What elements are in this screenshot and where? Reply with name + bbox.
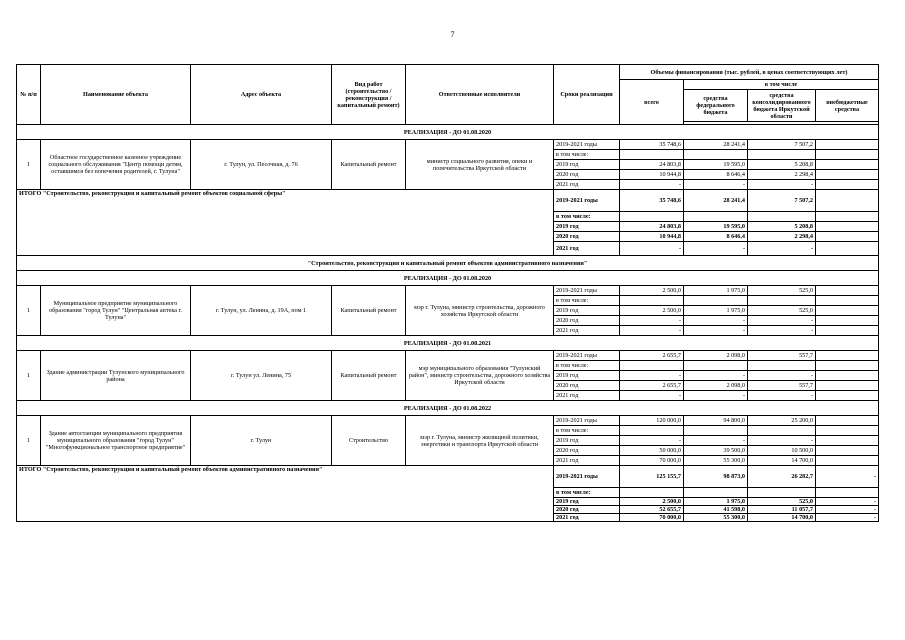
value-total: 10 944,8 (620, 232, 684, 242)
value-total: 24 803,8 (620, 222, 684, 232)
header-consolidated: средства консолидированного бюджета Иркутской области (748, 90, 816, 122)
section-title: РЕАЛИЗАЦИЯ - ДО 01.08.2021 (17, 336, 879, 351)
object-executors: мэр муниципального образования "Тулунский район", министр строительства, дорожного хозяйства Иркутской области (406, 351, 554, 401)
value-total: 24 803,8 (620, 160, 684, 170)
value-total: 52 655,7 (620, 506, 684, 514)
value-total: 2 655,7 (620, 381, 684, 391)
value-federal: 1 975,0 (684, 306, 748, 316)
value-extra (816, 416, 879, 426)
object-name: Здание администрации Тулунского муниципального района (41, 351, 191, 401)
header-funding: Объемы финансирования (тыс. рублей, в ценах соответствующих лет) (620, 65, 879, 80)
value-consolidated: - (748, 242, 816, 256)
value-consolidated: - (748, 316, 816, 326)
header-total: всего (620, 80, 684, 125)
value-extra (816, 150, 879, 160)
period-cell: 2019 год (554, 306, 620, 316)
value-federal: 8 646,4 (684, 232, 748, 242)
object-address: г. Тулун, ул. Ленина, д. 19А, пом 1 (191, 286, 332, 336)
value-extra (816, 436, 879, 446)
value-federal (684, 296, 748, 306)
value-federal: 39 500,0 (684, 446, 748, 456)
value-total: - (620, 316, 684, 326)
value-federal: 98 873,0 (684, 466, 748, 488)
value-total: 125 155,7 (620, 466, 684, 488)
section-title: РЕАЛИЗАЦИЯ - ДО 01.08.2022 (17, 401, 879, 416)
object-name: Здание автостанции муниципального предприятия муниципального образования "город Тулун" "Многофункциональное транспортное предприятие" (41, 416, 191, 466)
period-cell: 2021 год (554, 514, 620, 522)
value-consolidated: 525,0 (748, 498, 816, 506)
period-cell: в том числе: (554, 212, 620, 222)
value-consolidated: 5 208,8 (748, 160, 816, 170)
period-cell: 2021 год (554, 242, 620, 256)
value-federal: 41 598,0 (684, 506, 748, 514)
period-cell: 2020 год (554, 446, 620, 456)
value-total: 2 655,7 (620, 351, 684, 361)
value-federal: - (684, 242, 748, 256)
period-cell: 2019-2021 годы (554, 140, 620, 150)
value-extra (816, 361, 879, 371)
value-extra: - (816, 498, 879, 506)
object-work-type: Капитальный ремонт (332, 351, 406, 401)
value-total: - (620, 436, 684, 446)
value-total (620, 296, 684, 306)
value-extra (816, 351, 879, 361)
value-total: 70 000,0 (620, 514, 684, 522)
value-total: 120 000,0 (620, 416, 684, 426)
value-total: - (620, 391, 684, 401)
value-federal: - (684, 371, 748, 381)
value-consolidated: 557,7 (748, 381, 816, 391)
value-consolidated: 2 298,4 (748, 232, 816, 242)
period-cell: 2020 год (554, 232, 620, 242)
value-consolidated: - (748, 326, 816, 336)
value-total: - (620, 326, 684, 336)
value-federal: 19 595,0 (684, 160, 748, 170)
header-work-type: Вид работ (строительство /реконструкция /капитальный ремонт) (332, 65, 406, 125)
section-title: РЕАЛИЗАЦИЯ - ДО 01.08.2020 (17, 125, 879, 140)
section-title: РЕАЛИЗАЦИЯ - ДО 01.08.2020 (17, 271, 879, 286)
value-federal: 28 241,4 (684, 190, 748, 212)
value-federal: - (684, 180, 748, 190)
value-total: 35 748,6 (620, 140, 684, 150)
value-extra (816, 170, 879, 180)
value-federal (684, 212, 748, 222)
value-federal (684, 488, 748, 498)
object-executors: мэр г. Тулуна, министр строительства, дорожного хозяйства Иркутской области (406, 286, 554, 336)
object-name: Областное государственное казенное учреждение социального обслуживания "Центр помощи детям, оставшимся без попечения родителей, г. Тулуна" (41, 140, 191, 190)
value-extra (816, 222, 879, 232)
value-total (620, 361, 684, 371)
period-cell: 2021 год (554, 456, 620, 466)
header-address: Адрес объекта (191, 65, 332, 125)
object-work-type: Капитальный ремонт (332, 140, 406, 190)
value-federal: - (684, 391, 748, 401)
header-federal: средства федерального бюджета (684, 90, 748, 122)
value-total: 2 500,0 (620, 286, 684, 296)
object-work-type: Строительство (332, 416, 406, 466)
value-extra (816, 232, 879, 242)
object-num: 1 (17, 140, 41, 190)
period-cell: 2020 год (554, 506, 620, 514)
header-num: № п/п (17, 65, 41, 125)
value-extra (816, 316, 879, 326)
period-cell: в том числе: (554, 361, 620, 371)
value-total (620, 488, 684, 498)
value-extra: - (816, 466, 879, 488)
value-extra (816, 286, 879, 296)
period-cell: в том числе: (554, 150, 620, 160)
header-extra: внебюджетные средства (816, 90, 879, 122)
value-total (620, 150, 684, 160)
value-extra (816, 160, 879, 170)
object-num: 1 (17, 286, 41, 336)
value-consolidated (748, 426, 816, 436)
page-number: 7 (450, 30, 455, 39)
value-consolidated (748, 361, 816, 371)
value-extra: - (816, 514, 879, 522)
value-extra (816, 426, 879, 436)
value-federal: 2 098,0 (684, 351, 748, 361)
value-extra (816, 371, 879, 381)
value-extra (816, 242, 879, 256)
period-cell: 2019-2021 годы (554, 351, 620, 361)
value-extra (816, 488, 879, 498)
value-consolidated: - (748, 371, 816, 381)
value-federal: - (684, 326, 748, 336)
value-extra (816, 456, 879, 466)
value-extra (816, 391, 879, 401)
value-federal: 55 300,0 (684, 514, 748, 522)
value-consolidated: 557,7 (748, 351, 816, 361)
object-address: г. Тулун, ул. Песочная, д. 76 (191, 140, 332, 190)
period-cell: 2019-2021 годы (554, 190, 620, 212)
object-executors: министр социального развития, опеки и попечительства Иркутской области (406, 140, 554, 190)
object-num: 1 (17, 351, 41, 401)
value-extra (816, 446, 879, 456)
value-consolidated: - (748, 391, 816, 401)
object-address: г. Тулун (191, 416, 332, 466)
value-federal: 2 098,0 (684, 381, 748, 391)
value-total: 35 748,6 (620, 190, 684, 212)
period-cell: 2020 год (554, 381, 620, 391)
object-name: Муниципальное предприятие муниципального образования "город Тулун" "Центральная аптека г. Тулуна" (41, 286, 191, 336)
value-consolidated: 525,0 (748, 286, 816, 296)
value-federal (684, 361, 748, 371)
value-total: 2 500,0 (620, 498, 684, 506)
value-total: 70 000,0 (620, 456, 684, 466)
header-name: Наименование объекта (41, 65, 191, 125)
value-consolidated: 14 700,0 (748, 456, 816, 466)
value-extra (816, 180, 879, 190)
value-consolidated: - (748, 436, 816, 446)
value-consolidated: 2 298,4 (748, 170, 816, 180)
period-cell: 2019 год (554, 160, 620, 170)
value-consolidated: 11 057,7 (748, 506, 816, 514)
period-cell: 2019-2021 годы (554, 286, 620, 296)
value-consolidated: 14 700,0 (748, 514, 816, 522)
value-total: - (620, 371, 684, 381)
period-cell: 2019 год (554, 222, 620, 232)
period-cell: 2020 год (554, 170, 620, 180)
value-total: 2 500,0 (620, 306, 684, 316)
total-label: ИТОГО "Строительство, реконструкция и капитальный ремонт объектов социальной сферы" (17, 190, 554, 256)
period-cell: 2019-2021 годы (554, 466, 620, 488)
value-consolidated: - (748, 180, 816, 190)
value-consolidated: 525,0 (748, 306, 816, 316)
value-extra: - (816, 506, 879, 514)
period-cell: в том числе: (554, 488, 620, 498)
value-consolidated: 7 507,2 (748, 140, 816, 150)
value-federal: 8 646,4 (684, 170, 748, 180)
value-total (620, 212, 684, 222)
value-federal: 28 241,4 (684, 140, 748, 150)
period-cell: 2019 год (554, 371, 620, 381)
period-cell: 2021 год (554, 326, 620, 336)
value-consolidated: 7 507,2 (748, 190, 816, 212)
value-federal: 55 300,0 (684, 456, 748, 466)
value-total: - (620, 242, 684, 256)
value-extra (816, 140, 879, 150)
period-cell: 2021 год (554, 391, 620, 401)
value-extra (816, 326, 879, 336)
object-executors: мэр г. Тулуна, министр жилищной политики, энергетики и транспорта Иркутской области (406, 416, 554, 466)
value-consolidated: 5 208,8 (748, 222, 816, 232)
value-consolidated (748, 150, 816, 160)
period-cell: 2019-2021 годы (554, 416, 620, 426)
value-total (620, 426, 684, 436)
value-federal: - (684, 436, 748, 446)
header-including: в том числе (684, 80, 879, 90)
value-federal (684, 426, 748, 436)
value-consolidated: 10 500,0 (748, 446, 816, 456)
header-executors: Ответственные исполнители (406, 65, 554, 125)
value-extra (816, 190, 879, 212)
value-consolidated: 25 200,0 (748, 416, 816, 426)
period-cell: 2019 год (554, 436, 620, 446)
value-extra (816, 212, 879, 222)
value-total: 10 944,8 (620, 170, 684, 180)
object-num: 1 (17, 416, 41, 466)
value-consolidated: 26 282,7 (748, 466, 816, 488)
value-federal: - (684, 316, 748, 326)
value-federal: 94 800,0 (684, 416, 748, 426)
period-cell: 2019 год (554, 498, 620, 506)
value-extra (816, 306, 879, 316)
object-work-type: Капитальный ремонт (332, 286, 406, 336)
period-cell: 2020 год (554, 316, 620, 326)
value-total: 50 000,0 (620, 446, 684, 456)
period-cell: в том числе: (554, 296, 620, 306)
value-federal: 1 975,0 (684, 286, 748, 296)
value-extra (816, 296, 879, 306)
value-federal: 19 595,0 (684, 222, 748, 232)
value-federal (684, 150, 748, 160)
financing-table (16, 64, 879, 522)
value-extra (816, 381, 879, 391)
value-total: - (620, 180, 684, 190)
value-consolidated (748, 488, 816, 498)
value-federal: 1 975,0 (684, 498, 748, 506)
period-cell: в том числе: (554, 426, 620, 436)
object-address: г. Тулун ул. Ленина, 75 (191, 351, 332, 401)
header-terms: Сроки реализации (554, 65, 620, 125)
value-consolidated (748, 212, 816, 222)
period-cell: 2021 год (554, 180, 620, 190)
total-label: ИТОГО "Строительство, реконструкция и капитальный ремонт объектов административного назначения" (17, 466, 554, 522)
value-consolidated (748, 296, 816, 306)
section-title: "Строительство, реконструкция и капитальный ремонт объектов административного назначения" (17, 256, 879, 271)
